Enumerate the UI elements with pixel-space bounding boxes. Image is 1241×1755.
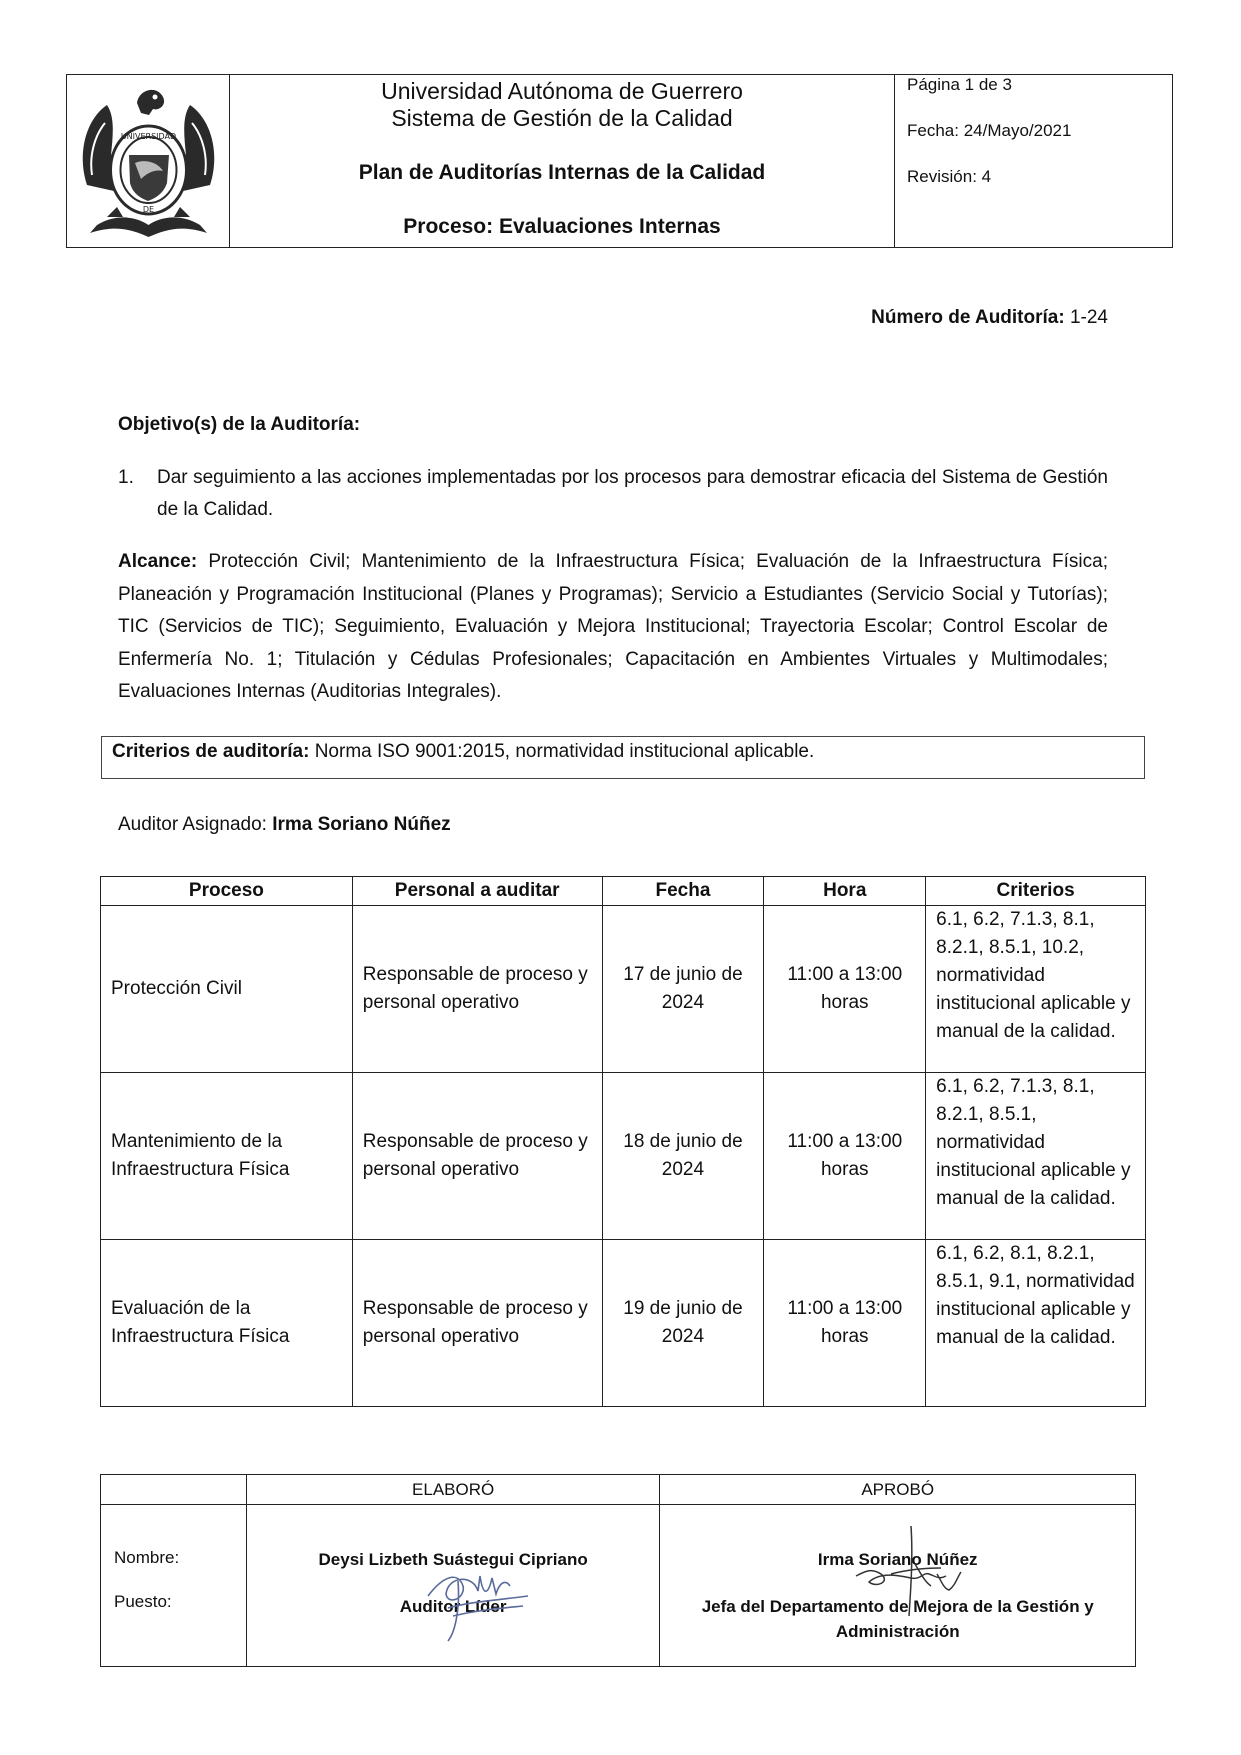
audit-number-label: Número de Auditoría:: [871, 307, 1065, 328]
audit-number: [871, 307, 1108, 329]
signatures-blank-cell: [101, 1475, 247, 1505]
signatures-table: [100, 1474, 1136, 1667]
cell-proceso: Evaluación de la Infraestructura Física: [101, 1240, 353, 1407]
cell-proceso: Mantenimiento de la Infraestructura Física: [101, 1073, 353, 1240]
elaboro-name: Deysi Lizbeth Suástegui Cipriano: [318, 1550, 588, 1569]
cell-fecha: 19 de junio de 2024: [602, 1240, 764, 1407]
cell-personal: Responsable de proceso y personal operativo: [352, 906, 602, 1073]
assigned-auditor: [118, 814, 451, 836]
puesto-label: Puesto:: [114, 1592, 172, 1611]
auditor-name: Irma Soriano Núñez: [272, 814, 451, 835]
column-header-criterios: Criterios: [926, 877, 1146, 906]
criteria-box: [101, 736, 1145, 779]
elaboro-header: ELABORÓ: [246, 1475, 660, 1505]
auditor-label: Auditor Asignado:: [118, 814, 273, 835]
signatures-body-row: [101, 1505, 1136, 1667]
university-logo-cell: [67, 75, 230, 247]
signatures-header-row: [101, 1475, 1136, 1505]
column-header-proceso: Proceso: [101, 877, 353, 906]
signatures-labels-cell: [101, 1505, 247, 1667]
university-seal-logo: [67, 75, 230, 247]
document-date: Fecha: 24/Mayo/2021: [907, 121, 1072, 140]
objective-text: Dar seguimiento a las acciones implementadas por los procesos para demostrar eficacia del Sistema de Gestión de la Calidad.: [157, 467, 1108, 520]
objective-item: [118, 462, 1108, 526]
aprobo-name: Irma Soriano Núñez: [817, 1550, 978, 1569]
elaboro-cell: [246, 1505, 660, 1667]
objectives-title: Objetivo(s) de la Auditoría:: [118, 414, 361, 435]
table-header-row: [101, 877, 1146, 906]
column-header-fecha: Fecha: [602, 877, 764, 906]
cell-criterios: 6.1, 6.2, 8.1, 8.2.1, 8.5.1, 9.1, normatividad institucional aplicable y manual de la calidad.: [926, 1240, 1146, 1407]
audit-plan-table: [100, 876, 1146, 1407]
logo-text-bottom: DE: [142, 205, 155, 214]
nombre-label: Nombre:: [114, 1548, 180, 1567]
cell-criterios: 6.1, 6.2, 7.1.3, 8.1, 8.2.1, 8.5.1, 10.2, normatividad institucional aplicable y manual de la calidad.: [926, 906, 1146, 1073]
criteria-label: Criterios de auditoría:: [112, 741, 310, 762]
audit-number-value: 1-24: [1064, 307, 1108, 328]
revision-number: Revisión: 4: [907, 167, 992, 186]
university-name: Universidad Autónoma de Guerrero: [381, 78, 743, 104]
document-header: [66, 74, 1173, 248]
plan-title: Plan de Auditorías Internas de la Calidad: [358, 161, 766, 184]
table-row: [101, 1240, 1146, 1407]
table-row: [101, 906, 1146, 1073]
column-header-personal: Personal a auditar: [352, 877, 602, 906]
process-title: Proceso: Evaluaciones Internas: [403, 215, 721, 238]
cell-criterios: 6.1, 6.2, 7.1.3, 8.1, 8.2.1, 8.5.1, normatividad institucional aplicable y manual de la calidad.: [926, 1073, 1146, 1240]
header-title-cell: [230, 75, 895, 247]
table-row: [101, 1073, 1146, 1240]
elaboro-role: Auditor Líder: [399, 1597, 507, 1616]
header-meta-cell: [895, 75, 1172, 247]
scope-text: Protección Civil; Mantenimiento de la Infraestructura Física; Evaluación de la Infraestructura Física; Planeación y Programación Institucional (Planes y Programas); Servicio a Estudiantes (Servicio Social y Tutorías); TIC (Servicios de TIC); Seguimiento, Evaluación y Mejora Institucional; Trayectoria Escolar; Control Escolar de Enfermería No. 1; Titulación y Cédulas Profesionales; Capacitación en Ambientes Virtuales y Multimodales; Evaluaciones Internas (Auditorias Integrales).: [118, 551, 1108, 702]
cell-proceso: Protección Civil: [101, 906, 353, 1073]
objective-number: 1.: [118, 467, 134, 488]
cell-hora: 11:00 a 13:00 horas: [764, 1073, 926, 1240]
cell-hora: 11:00 a 13:00 horas: [764, 1240, 926, 1407]
cell-fecha: 17 de junio de 2024: [602, 906, 764, 1073]
cell-hora: 11:00 a 13:00 horas: [764, 906, 926, 1073]
page-number: Página 1 de 3: [907, 75, 1012, 94]
scope-label: Alcance:: [118, 551, 198, 572]
criteria-text: Norma ISO 9001:2015, normatividad institucional aplicable.: [309, 741, 815, 762]
scope-paragraph: [118, 546, 1108, 709]
cell-personal: Responsable de proceso y personal operativo: [352, 1073, 602, 1240]
aprobo-header: APROBÓ: [660, 1475, 1136, 1505]
aprobo-role: Jefa del Departamento de Mejora de la Gestión y Administración: [701, 1597, 1094, 1641]
cell-personal: Responsable de proceso y personal operativo: [352, 1240, 602, 1407]
system-name: Sistema de Gestión de la Calidad: [391, 105, 733, 131]
cell-fecha: 18 de junio de 2024: [602, 1073, 764, 1240]
column-header-hora: Hora: [764, 877, 926, 906]
aprobo-cell: [660, 1505, 1136, 1667]
logo-text-top: UNIVERSIDAD: [120, 132, 177, 141]
